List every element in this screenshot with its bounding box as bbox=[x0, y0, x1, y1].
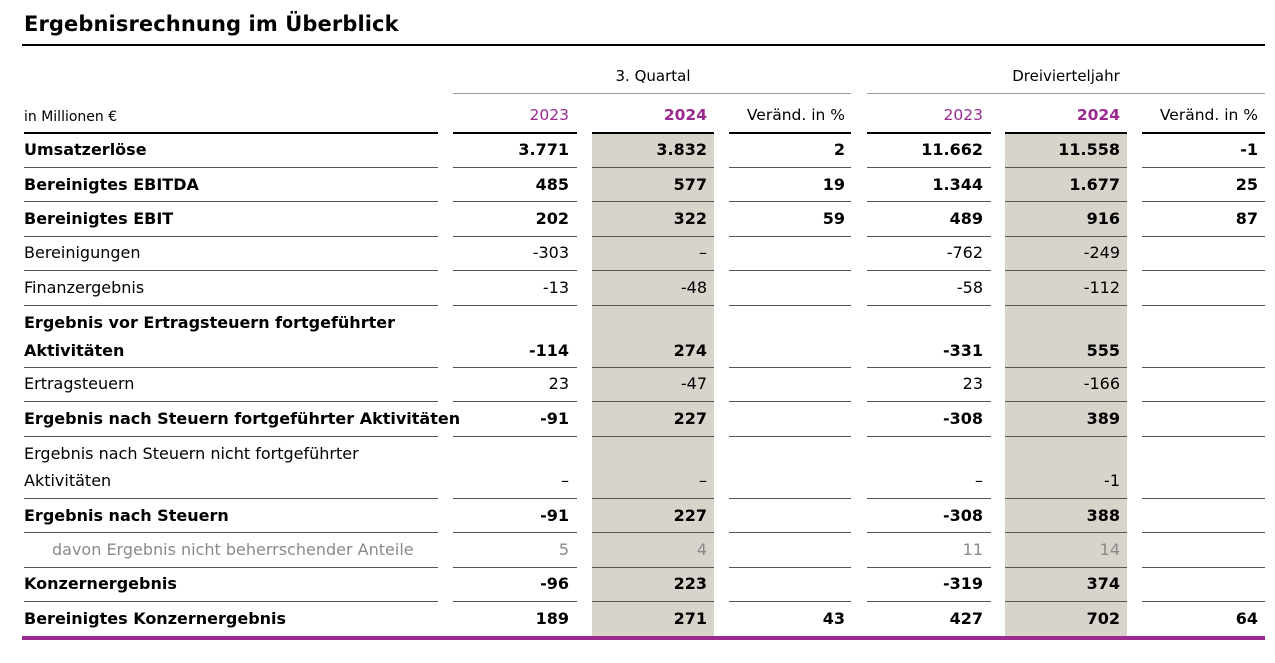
row-rule bbox=[592, 498, 714, 499]
cell-n23: 11.662 bbox=[921, 140, 983, 159]
cell-n24: 555 bbox=[1086, 341, 1120, 360]
header-rule-label bbox=[24, 132, 438, 134]
row-rule bbox=[24, 436, 438, 437]
row-rule bbox=[867, 201, 991, 202]
cell-nc: 87 bbox=[1235, 209, 1258, 228]
header-q-change: Veränd. in % bbox=[746, 106, 845, 124]
cell-q23: -96 bbox=[540, 574, 569, 593]
row-rule bbox=[1005, 401, 1127, 402]
cell-n24: -249 bbox=[1083, 243, 1120, 262]
row-rule bbox=[24, 270, 438, 271]
group-quarter: 3. Quartal bbox=[615, 67, 691, 85]
cell-n23: 1.344 bbox=[932, 175, 983, 194]
cell-q23: – bbox=[561, 471, 569, 490]
cell-n23: 23 bbox=[962, 374, 983, 393]
row-rule bbox=[729, 305, 851, 306]
row-rule bbox=[1005, 201, 1127, 202]
header-rule-n23 bbox=[867, 132, 991, 134]
row-label: Finanzergebnis bbox=[24, 278, 145, 297]
cell-n23: -331 bbox=[942, 341, 983, 360]
row-label-line2: Aktivitäten bbox=[24, 471, 112, 490]
row-rule bbox=[1142, 436, 1265, 437]
row-rule bbox=[729, 401, 851, 402]
unit-label: in Millionen € bbox=[24, 109, 118, 125]
row-rule bbox=[1005, 601, 1127, 602]
title-divider bbox=[22, 44, 1265, 46]
cell-n23: -58 bbox=[956, 278, 983, 297]
row-rule bbox=[592, 236, 714, 237]
row-rule bbox=[453, 305, 577, 306]
row-rule bbox=[453, 532, 577, 533]
row-rule bbox=[729, 532, 851, 533]
row-rule bbox=[453, 601, 577, 602]
row-rule bbox=[729, 367, 851, 368]
group-quarter-rule bbox=[453, 93, 851, 94]
row-rule bbox=[24, 498, 438, 499]
cell-n24: 702 bbox=[1086, 609, 1120, 628]
row-rule bbox=[24, 601, 438, 602]
header-rule-q24 bbox=[592, 132, 714, 134]
row-rule bbox=[592, 167, 714, 168]
row-rule bbox=[24, 201, 438, 202]
cell-q23: -13 bbox=[542, 278, 569, 297]
cell-q23: -91 bbox=[540, 409, 569, 428]
header-q-2023: 2023 bbox=[529, 106, 569, 124]
row-rule bbox=[453, 498, 577, 499]
header-n-2024: 2024 bbox=[1076, 106, 1120, 124]
row-rule bbox=[867, 436, 991, 437]
row-rule bbox=[453, 270, 577, 271]
header-rule-qc bbox=[729, 132, 851, 134]
cell-q24: – bbox=[699, 471, 707, 490]
cell-n23: 427 bbox=[949, 609, 983, 628]
cell-nc: -1 bbox=[1240, 140, 1258, 159]
row-rule bbox=[1005, 498, 1127, 499]
row-rule bbox=[592, 567, 714, 568]
cell-q23: 189 bbox=[535, 609, 569, 628]
row-rule bbox=[867, 167, 991, 168]
row-label: Ergebnis nach Steuern fortgeführter Aktivitäten bbox=[24, 409, 461, 428]
row-rule bbox=[24, 305, 438, 306]
row-rule bbox=[867, 305, 991, 306]
cell-q24: 3.832 bbox=[656, 140, 707, 159]
row-rule bbox=[1005, 167, 1127, 168]
cell-qc: 59 bbox=[822, 209, 845, 228]
row-rule bbox=[867, 567, 991, 568]
row-label-line1: Ergebnis vor Ertragsteuern fortgeführter bbox=[24, 313, 395, 332]
row-rule bbox=[1142, 305, 1265, 306]
cell-n24: 916 bbox=[1086, 209, 1120, 228]
row-label: Ertragsteuern bbox=[24, 374, 135, 393]
row-rule bbox=[592, 270, 714, 271]
cell-q23: -91 bbox=[540, 506, 569, 525]
row-rule bbox=[1142, 367, 1265, 368]
group-ninemonths-rule bbox=[867, 93, 1265, 94]
row-rule bbox=[1005, 532, 1127, 533]
row-rule bbox=[1005, 367, 1127, 368]
row-rule bbox=[453, 201, 577, 202]
cell-q24: 577 bbox=[673, 175, 707, 194]
cell-q24: 274 bbox=[673, 341, 707, 360]
cell-q23: 485 bbox=[535, 175, 569, 194]
cell-n24: 14 bbox=[1099, 540, 1120, 559]
row-rule bbox=[592, 367, 714, 368]
row-label: Bereinigtes EBIT bbox=[24, 209, 174, 228]
row-label: Umsatzerlöse bbox=[24, 140, 147, 159]
cell-q24: 271 bbox=[673, 609, 707, 628]
cell-q24: -47 bbox=[680, 374, 707, 393]
cell-n24: 389 bbox=[1086, 409, 1120, 428]
row-rule bbox=[867, 401, 991, 402]
row-rule bbox=[1005, 567, 1127, 568]
cell-q23: -114 bbox=[528, 341, 569, 360]
cell-q24: -48 bbox=[680, 278, 707, 297]
row-rule bbox=[1005, 236, 1127, 237]
row-rule bbox=[453, 236, 577, 237]
page-title: Ergebnisrechnung im Überblick bbox=[24, 12, 399, 36]
row-rule bbox=[1005, 436, 1127, 437]
row-rule bbox=[1142, 601, 1265, 602]
cell-n23: – bbox=[975, 471, 983, 490]
row-rule bbox=[1142, 498, 1265, 499]
cell-q23: 3.771 bbox=[518, 140, 569, 159]
cell-n23: 489 bbox=[949, 209, 983, 228]
cell-n23: 11 bbox=[962, 540, 983, 559]
cell-n24: 11.558 bbox=[1058, 140, 1120, 159]
row-label-line1: Ergebnis nach Steuern nicht fortgeführter bbox=[24, 444, 359, 463]
cell-q24: 227 bbox=[673, 506, 707, 525]
row-rule bbox=[1142, 270, 1265, 271]
cell-n23: -319 bbox=[942, 574, 983, 593]
cell-q24: 223 bbox=[673, 574, 707, 593]
row-rule bbox=[729, 201, 851, 202]
cell-q24: 227 bbox=[673, 409, 707, 428]
row-rule bbox=[729, 498, 851, 499]
cell-q23: 202 bbox=[535, 209, 569, 228]
cell-qc: 2 bbox=[833, 140, 845, 159]
row-rule bbox=[592, 201, 714, 202]
row-label: Konzernergebnis bbox=[24, 574, 177, 593]
cell-qc: 43 bbox=[822, 609, 845, 628]
row-rule bbox=[592, 436, 714, 437]
cell-q23: 23 bbox=[548, 374, 569, 393]
row-rule bbox=[729, 601, 851, 602]
cell-n23: -308 bbox=[942, 506, 983, 525]
cell-n23: -762 bbox=[946, 243, 983, 262]
header-rule-q23 bbox=[453, 132, 577, 134]
row-rule bbox=[1142, 167, 1265, 168]
row-rule bbox=[1142, 567, 1265, 568]
row-label: Ergebnis nach Steuern bbox=[24, 506, 229, 525]
row-rule bbox=[592, 601, 714, 602]
row-label: davon Ergebnis nicht beherrschender Anteile bbox=[52, 540, 414, 559]
group-ninemonths: Dreivierteljahr bbox=[1012, 67, 1120, 85]
row-rule bbox=[592, 305, 714, 306]
row-rule bbox=[867, 601, 991, 602]
header-rule-n24 bbox=[1005, 132, 1127, 134]
row-rule bbox=[729, 567, 851, 568]
row-rule bbox=[1005, 270, 1127, 271]
cell-q24: 322 bbox=[673, 209, 707, 228]
cell-n24: -166 bbox=[1083, 374, 1120, 393]
row-rule bbox=[24, 401, 438, 402]
row-rule bbox=[867, 498, 991, 499]
row-rule bbox=[592, 401, 714, 402]
cell-n24: 374 bbox=[1086, 574, 1120, 593]
row-rule bbox=[867, 532, 991, 533]
row-rule bbox=[453, 436, 577, 437]
row-rule bbox=[729, 167, 851, 168]
cell-n24: -1 bbox=[1104, 471, 1120, 490]
cell-n23: -308 bbox=[942, 409, 983, 428]
table-bottom-rule bbox=[22, 636, 1265, 640]
header-q-2024: 2024 bbox=[663, 106, 707, 124]
row-rule bbox=[867, 367, 991, 368]
row-rule bbox=[729, 270, 851, 271]
row-label-line2: Aktivitäten bbox=[24, 341, 125, 360]
cell-q24: 4 bbox=[696, 540, 707, 559]
row-rule bbox=[453, 167, 577, 168]
row-rule bbox=[24, 567, 438, 568]
cell-n24: -112 bbox=[1083, 278, 1120, 297]
header-rule-nc bbox=[1142, 132, 1265, 134]
cell-nc: 64 bbox=[1235, 609, 1258, 628]
cell-n24: 388 bbox=[1086, 506, 1120, 525]
row-rule bbox=[1142, 401, 1265, 402]
row-label: Bereinigungen bbox=[24, 243, 141, 262]
row-rule bbox=[24, 167, 438, 168]
cell-q23: -303 bbox=[532, 243, 569, 262]
row-label: Bereinigtes EBITDA bbox=[24, 175, 199, 194]
row-rule bbox=[24, 532, 438, 533]
row-rule bbox=[867, 270, 991, 271]
row-rule bbox=[729, 436, 851, 437]
cell-q23: 5 bbox=[558, 540, 569, 559]
row-rule bbox=[453, 567, 577, 568]
cell-q24: – bbox=[699, 243, 707, 262]
row-rule bbox=[867, 236, 991, 237]
row-rule bbox=[1142, 201, 1265, 202]
row-rule bbox=[1005, 305, 1127, 306]
cell-n24: 1.677 bbox=[1069, 175, 1120, 194]
header-n-2023: 2023 bbox=[943, 106, 983, 124]
row-rule bbox=[1142, 236, 1265, 237]
row-rule bbox=[453, 367, 577, 368]
row-rule bbox=[729, 236, 851, 237]
cell-qc: 19 bbox=[822, 175, 845, 194]
row-rule bbox=[24, 236, 438, 237]
row-rule bbox=[1142, 532, 1265, 533]
row-rule bbox=[592, 532, 714, 533]
header-n-change: Veränd. in % bbox=[1159, 106, 1258, 124]
row-label: Bereinigtes Konzernergebnis bbox=[24, 609, 287, 628]
row-rule bbox=[453, 401, 577, 402]
row-rule bbox=[24, 367, 438, 368]
cell-nc: 25 bbox=[1235, 175, 1258, 194]
